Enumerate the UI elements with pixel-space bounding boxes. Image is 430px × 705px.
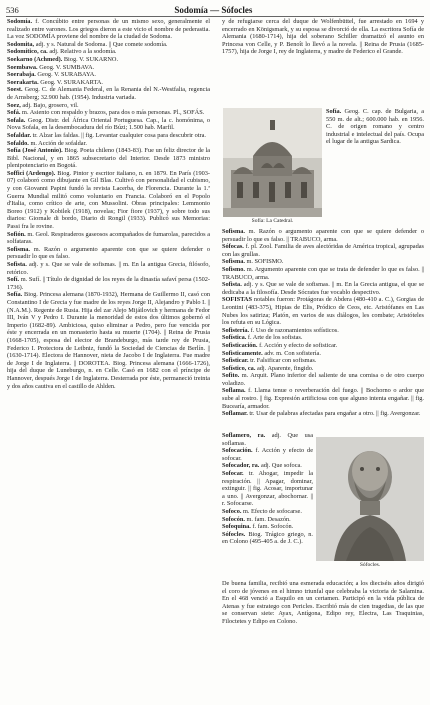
entry-definition: m. Razón o argumento aparente con que se quiere defender o persuadir lo que es falso. (7, 245, 210, 261)
dictionary-entry (7, 132, 210, 140)
entry-headword: Sodomita, (7, 40, 35, 48)
entry-headword: Sófocas. (222, 243, 244, 251)
entry-definition: Geog. V. SURAKARTA. (38, 78, 103, 86)
entry-headword: Sofí. (7, 276, 20, 284)
dictionary-entry (7, 56, 210, 64)
page-title: Sodomía — Sófocles (174, 4, 253, 15)
entry-definition: m. Acción de sofaldar. (28, 139, 87, 147)
entry-definition: Biog. Pintor y escritor italiano, n. en 1879. En París (1903-07) colaboró como dibujante en Gil Blas. Cultivó con personalidad el cubismo, y con Giovanni Papini fundó la revista Lacerba, de Florencia. Durante la 1.ª Guerra Mundial militó como voluntario en Francia. Colaboró en el Popolo d'Italia, como crítico de arte, con Mussolini. Obras principales: Lemmonio Boreo (1912) y Kobilek (1918), novelas; Fior fiore (1937), y sobre todo sus diarios: Giornale di bordo, Diario di Rongil (1933). Publicó sus Memorias: Passi fra le rovine. (7, 169, 210, 231)
dictionary-entry (222, 327, 424, 335)
entry-headword: Sofoco. (222, 507, 242, 515)
entry-headword: Sofía (José Antonio). (7, 147, 63, 155)
entry-definition: tr. Usar de palabras afectadas para engañar a otro. || fig. Avergonzar. (247, 410, 421, 418)
figure-cathedral (223, 108, 322, 226)
entry-definition: adj. Que sofoca. (259, 462, 302, 470)
dictionary-entry (222, 516, 313, 524)
page-header (6, 3, 424, 16)
cathedral-image (223, 108, 322, 217)
entry-headword: Sofaldo. (7, 139, 29, 147)
dictionary-entry (7, 18, 210, 41)
entry-headword: Sofito. (222, 372, 240, 380)
entry-headword: Sofocar. (222, 469, 244, 477)
dictionary-entry (222, 387, 424, 410)
entry-definition: f. Llama tenue o reverberación del fuego. || Bochorno o ardor que sube al rostro. || fig. Expresión artificiosa con que alguno intenta engañar. || fig. Bucearía, armador. (222, 387, 424, 410)
entry-headword: Sofala. (7, 116, 26, 124)
entry-headword: SOFISTAS (222, 296, 252, 304)
entry-headword: Sofocación. (222, 447, 253, 455)
entry-headword: Soflamero, ra. (222, 432, 266, 439)
entry-definition: adj. y s. Que se vale de sofismas. || m. En la antigua Grecia, filósofo, retórico. (7, 261, 210, 276)
dictionary-entry (222, 470, 313, 508)
entry-headword: Sofoquina. (222, 523, 251, 531)
dictionary-entry (222, 357, 424, 365)
entry-definition: m. Arquit. Plano inferior del saliente de una cornisa o de otro cuerpo voladizo. (222, 372, 424, 387)
entry-headword: Soerakarta. (7, 78, 39, 86)
dictionary-entry (7, 71, 210, 79)
entry-definition: Geog. V. SURABAYA. (35, 71, 96, 79)
dictionary-entry (7, 140, 210, 148)
dictionary-entry (7, 246, 210, 261)
dictionary-entry (222, 342, 424, 350)
entry-headword: Sofocador, ra. (222, 462, 260, 470)
entry-headword: Sofía. (326, 108, 342, 115)
entry-headword: Sofisticamente. (222, 349, 263, 357)
dictionary-entry (222, 365, 424, 373)
entry-definition: tr. Falsificar con sofismas. (248, 357, 317, 365)
entry-headword: Soekarno (Achmed). (7, 55, 63, 63)
dictionary-entry (7, 147, 210, 170)
header-rule (6, 16, 424, 17)
entry-headword: Sofisma. (222, 258, 245, 266)
dictionary-entry (7, 64, 210, 72)
dictionary-entry (222, 523, 313, 531)
dictionary-entry (222, 350, 424, 358)
entry-definition: Geog. V. SUMBAVA. (37, 63, 95, 71)
entry-headword: Sofista. (222, 281, 242, 289)
entry-definition: f. Acción y efecto de sofocar. (222, 447, 313, 462)
dictionary-entry (222, 432, 313, 447)
dictionary-entry (7, 109, 210, 117)
dictionary-entry (222, 531, 313, 546)
dictionary-entry (222, 281, 424, 296)
entry-headword: Sofión. (7, 230, 26, 238)
entry-headword: Soez, (7, 101, 21, 109)
figure-caption: Sófocles. (359, 562, 381, 568)
entry-definition: adj. Que usa soflamas. (222, 432, 313, 447)
dictionary-entry (7, 79, 210, 87)
entry-definition: adj. Bajo, grosero, vil. (20, 101, 79, 109)
dictionary-entry (222, 462, 313, 470)
entry-headword: Sofismo. (222, 265, 245, 273)
entry-definition: f. Uso de razonamientos sofísticos. (249, 326, 339, 334)
dictionary-entry (222, 372, 424, 387)
right-column-end (222, 580, 424, 626)
entry-headword: Sofista. (7, 261, 27, 268)
entry-definition: adj. Aparente, fingido. (255, 364, 314, 372)
entry-headword: Sofá. (7, 109, 21, 117)
dictionary-entry (222, 508, 313, 516)
entry-headword: Sofisticar. (222, 357, 249, 365)
entry-definition: m. Razón o argumento aparente con que se quiere defender o persuadir lo que es falso. || TRABUCO, arma. (222, 228, 424, 243)
entry-definition: adj. Relativo a la sodomía. (47, 48, 117, 56)
entry-headword: Soflama. (222, 387, 246, 395)
figure-caption: Sofía: La Catedral. (251, 218, 294, 224)
dictionary-entry (222, 447, 313, 462)
entry-definition: m. Geol. Respiraderos gaseosos acompañados de fumarolas, parecidos a solfataras. (7, 230, 210, 246)
entry-headword: Soerabaja. (7, 71, 36, 79)
page-number: 536 (6, 4, 19, 15)
entry-headword: Sófocles. (222, 530, 246, 538)
entry-headword: Soembawa. (7, 63, 38, 71)
entry-definition: m. Sufí. || Título de dignidad de los reyes de la dinastía safaví persa (1502-1736). (7, 276, 210, 291)
entry-definition: adj. y s. Que se vale de sofismas. || m. En la Grecia antigua, el que se dedicaba a la filosofía. Desde Sócrates fue vocablo despectivo. (222, 281, 424, 296)
entry-definition: tr. Alzar las faldas. || fig. Levantar cualquier cosa para descubrir otra. (31, 131, 207, 139)
entry-headword: Sofisma. (222, 228, 245, 235)
right-column-top-text (222, 18, 424, 56)
entry-definition: m. Argumento aparente con que se trata de defender lo que es falso. || TRABUCO, arma. (222, 265, 424, 281)
entry-definition: adj. y s. Natural de Sodoma. || Que comete sodomía. (34, 40, 168, 48)
entry-headword: Sofística. (222, 334, 247, 342)
entry-headword: Sofístico, ca. (222, 364, 256, 372)
entry-headword: Soest. (7, 86, 23, 94)
entry-definition: Geog. C. de Alemania Federal, en la Renania del N.-Westfalia, regencia de Arnsberg; 32.900 hab. (1954). Industria variada. (7, 86, 210, 101)
entry-definition: notables fueron: Protágoras de Abdera (480-410 a. C.), Gorgias de Leontini (483-375), Hipias de Elis, Pródico de Ceos, etc. Aristófanes en Las Nubes los satiriza; Platón, en varios de sus diálogos, les combate; Aristóteles los refuta en su Lógica. (222, 296, 424, 327)
dictionary-entry (222, 266, 424, 281)
dictionary-entry (7, 291, 210, 390)
left-column (7, 18, 210, 700)
right-column-middle (222, 228, 424, 418)
entry-definition: Biog. Princesa alemana (1870-1932), Hermana de Guillermo II, casó con Constantino I de Grecia y fue madre de los reyes Jorge II, Alejandro y Pablo I. || (N.A.M.). Regente de Rusia. Hija del zar Alejo Mijáilovich y hermana de Fedor III, Iván V y Pedro I. Durante la menoridad de estos dos últimos gobernó el Imperio (1682-89). Ambiciosa, quiso eliminar a Pedro, pero fue vencida por éste y encerrada en un monasterio hasta su muerte (1704). || Reina de Prusia (1668-1705), esposa del elector de Brandeburgo, más tarde rey de Prusia, Federico I. Protectora de Leibniz, fundó la Sociedad de Ciencias de Berlín. || (1630-1714). Electora de Hannover, nieta de Jacobo I de Inglaterra. Fue madre de Jorge I de Inglaterra. || DOROTEA. Biog. Princesa alemana (1666-1726), hija del duque de Luneburgo, n. en Celle. Casó en 1682 con el príncipe de Hannover, después Jorge I de Inglaterra. Desterrada por éste, permaneció treinta y dos años cautiva en el castillo de Ahlden. (7, 291, 210, 390)
entry-definition: adv. m. Con sofistería. (262, 349, 321, 357)
entry-definition: m. SOFISMO. (244, 258, 284, 266)
dictionary-entry (326, 108, 424, 146)
entry-headword: Sofocón. (222, 515, 245, 523)
entry-definition: f. fam. Sofocón. (250, 523, 294, 531)
entry-headword: Sofisticación. (222, 341, 258, 349)
entry-definition: f. Arte de los sofistas. (246, 334, 303, 342)
dictionary-entry (222, 334, 424, 342)
dictionary-entry (222, 410, 424, 418)
entry-definition: f. Acción y efecto de sofisticar. (257, 341, 338, 349)
dictionary-entry (7, 261, 210, 276)
dictionary-entry (7, 102, 210, 110)
dictionary-entry (222, 228, 424, 243)
entry-headword: Soffici (Ardengo). (7, 169, 56, 177)
dictionary-entry (7, 41, 210, 49)
dictionary-entry (222, 258, 424, 266)
sophocles-bust-image (316, 437, 424, 561)
dictionary-entry (222, 243, 424, 258)
right-beside-text (326, 108, 424, 146)
entry-definition: tr. Ahogar, impedir la respiración. || Apagar, dominar, extinguir. || fig. Acosar, importunar a uno. || Avergonzar, abochornar. || r. Sofocarse. (222, 469, 313, 508)
dictionary-entry (222, 296, 424, 326)
entry-headword: Sodomítico, ca. (7, 48, 48, 56)
entry-definition: Biog. Trágico griego, n. en Colono (495-405 a. de J. C.). (222, 530, 313, 546)
entry-definition: m. Efecto de sofocarse. (241, 507, 302, 515)
right-column-bottom (222, 432, 313, 546)
entry-definition: Geog. C. cap. de Bulgaria, a 550 m. de alt.; 600.000 hab. en 1956. C. de origen romano y centro industrial e intelectual del país. Ocupa el lugar de la antigua Sardica. (326, 108, 424, 146)
entry-definition: Biog. V. SUKARNO. (62, 55, 119, 63)
entry-headword: Sofaldar. (7, 131, 32, 139)
entry-definition: Biog. Poeta chileno (1843-83). Fue un feliz director de la Bibl. Nacional, y en 1865 subsecretario del Interior. Desde 1873 ministro plenipotenciario en Bogotá. (7, 147, 211, 170)
sophocles-entry-continuation: De buena familia, recibió una esmerada educación; a los dieciséis años dirigió el coro de jóvenes en el himno triunfal que celebraba la victoria de Salamina. En el 468 venció a Esquilo en un certamen. Participó en la vida pública de Atenas y fue estratego con Pericles. Escribió más de cien tragedias, de las que se conservan siete: Ayax, Antígona, Edipo rey, Electra, Las Traquinias, Filoctetes y Edipo en Colono. (222, 580, 424, 625)
entry-headword: Sodomía. (7, 18, 33, 25)
dictionary-entry (7, 231, 210, 246)
figure-sophocles (316, 437, 424, 572)
entry-definition: f. pl. Zool. Familia de aves alectóridas de América tropical, agrupadas con las grullas. (222, 243, 424, 258)
entry-definition: m. fam. Desazón. (244, 515, 291, 523)
entry-headword: Sofistería. (222, 326, 250, 334)
entry-headword: Sofisma. (7, 245, 30, 253)
dictionary-entry (7, 170, 210, 231)
dictionary-entry (7, 48, 210, 56)
entry-definition: Geog. Distr. del África Oriental Portuguesa. Cap., la c. homónima, o Nova Sofala, en la desembocadura del río Búzi; 1.500 hab. Marfil. (7, 116, 210, 132)
dictionary-entry (7, 276, 210, 291)
right-top-paragraph: y de refugiarse cerca del duque de Wolfenbüttel, fue arrestado en 1694 y encerrado en Königsmark, y su esposa se divorció de ella. La escritora Sofía de Alemania (1680-1714), hija del soberano Schiller dramatizó el asunto en Princesa von Celle, y P. Benoît lo llevó a la novela. || Reina de Prusia (1685-1757), hija de Jorge I, rey de Inglaterra, y madre de Federico el Grande. (222, 18, 424, 56)
entry-definition: f. Concúbito entre personas de un mismo sexo, generalmente el realizado entre varones. Los griegos dieron a este vicio el nombre de pederastia. La voz SODOMÍA proviene del nombre de la ciudad de Sodoma. (7, 18, 210, 41)
dictionary-entry (7, 86, 210, 101)
dictionary-entry (7, 117, 210, 132)
entry-headword: Soflamar. (222, 410, 248, 418)
entry-headword: Sofía. (7, 291, 23, 299)
entry-definition: m. Asiento con respaldo y brazos, para dos o más personas. Pl., SOFÁS. (20, 109, 205, 117)
